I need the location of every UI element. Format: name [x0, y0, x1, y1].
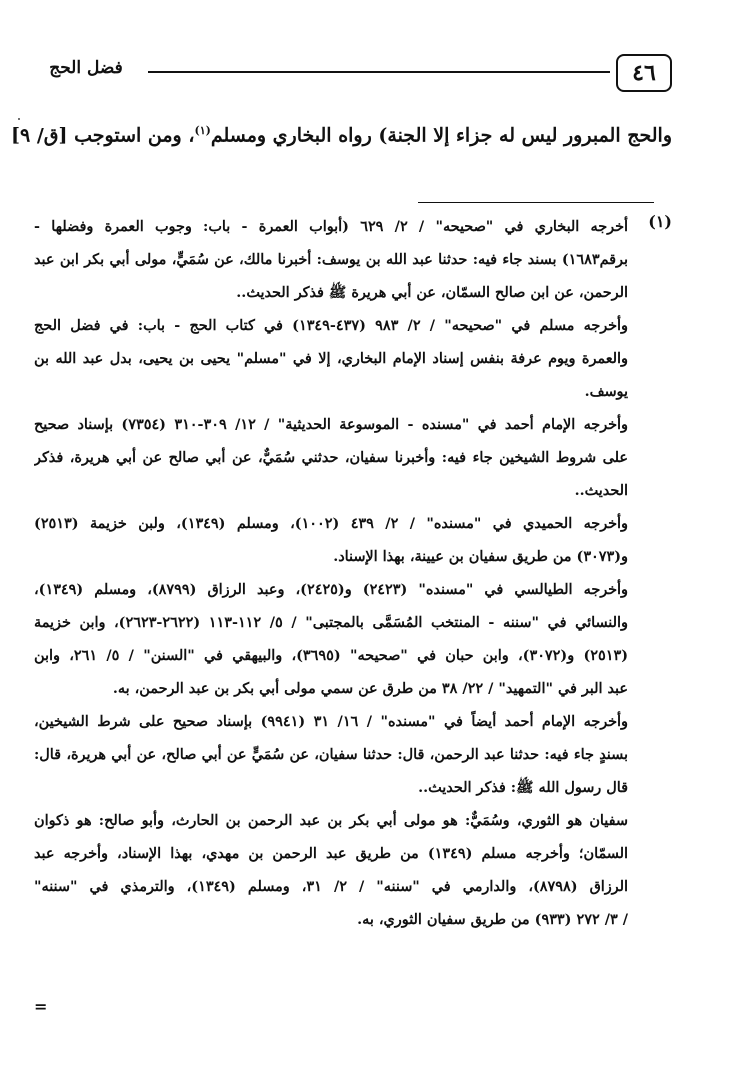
footnote-line: وأخرجه الطيالسي في "مسنده" (٢٤٢٣) و(٢٤٢٥)، وعبد الرزاق (٨٧٩٩)، ومسلم (١٣٤٩)، — [34, 581, 628, 598]
footnote-line: الرزاق (٨٧٩٨)، والدارمي في "سننه" / ٢/ ٣١، ومسلم (١٣٤٩)، والترمذي في "سننه" — [34, 878, 628, 895]
main-text-line — [11, 116, 672, 150]
footnote-separator — [418, 202, 654, 203]
footnote-line: أخرجه البخاري في "صحيحه" / ٢/ ٦٢٩ (أبواب العمرة - باب: وجوب العمرة وفضلها - — [34, 218, 628, 235]
footnote-line: والنسائي في "سننه - المنتخب المُسَمَّى بالمجتبى" / ٥/ ١١٢-١١٣ (٢٦٢٢-٢٦٢٣)، وابن خزيمة — [34, 614, 628, 631]
footnote-line: بسندٍ جاء فيه: حدثنا عبد الرحمن، قال: حدثنا سفيان، عن سُمَيٍّ عن أبي صالح، عن أبي هريرة، قال: — [34, 746, 628, 763]
footnote-line: عبد البر في "التمهيد" / ٢٢/ ٣٨ من طرق عن سمي مولى أبي بكر بن عبد الرحمن، به. — [112, 680, 628, 697]
footnote-line: برقم١٦٨٣) بسند جاء فيه: حدثنا عبد الله بن يوسف: أخبرنا مالك، عن سُمَيٍّ، مولى أبي بكر ابن عبد — [34, 251, 628, 268]
main-text-before: والحج المبرور ليس له جزاء إلا الجنة) رواه البخاري ومسلم — [210, 124, 672, 147]
margin-continuation-mark: = — [34, 997, 48, 1016]
page-number: ٤٦ — [632, 60, 656, 86]
footnote-reference[interactable]: (١) — [194, 124, 211, 137]
footnote-line: و(٣٠٧٣) من طريق سفيان بن عيينة، بهذا الإسناد. — [333, 548, 628, 565]
footnote-line: قال رسول الله ﷺ: فذكر الحديث.. — [418, 779, 628, 796]
footnote-text — [34, 212, 628, 938]
footnote-line: يوسف. — [584, 383, 628, 400]
footnote-line: السمّان؛ وأخرجه مسلم (١٣٤٩) من طريق عبد الرحمن بن مهدي، بهذا الإسناد، وأخرجه عبد — [34, 845, 628, 862]
footnote-line: وأخرجه الحميدي في "مسنده" / ٢/ ٤٣٩ (١٠٠٢)، ومسلم (١٣٤٩)، ولبن خزيمة (٢٥١٣) — [34, 515, 628, 532]
running-title: فضل الحج — [49, 58, 123, 78]
footnote-line: وأخرجه مسلم في "صحيحه" / ٢/ ٩٨٣ (٤٣٧-١٣٤٩) في كتاب الحج - باب: في فضل الحج — [34, 317, 628, 334]
footnote-line: وأخرجه الإمام أحمد في "مسنده - الموسوعة الحديثية" / ١٢/ ٣٠٩-٣١٠ (٧٣٥٤) بإسناد صحيح — [34, 416, 628, 433]
header-rule — [148, 71, 610, 73]
footnote-line: الحديث.. — [574, 482, 628, 499]
footnote-line: وأخرجه الإمام أحمد أيضاً في "مسنده" / ١٦/ ٣١ (٩٩٤١) بإسناد صحيح على شرط الشيخين، — [34, 713, 628, 730]
page-number-box — [616, 54, 672, 92]
footnote-line: والعمرة ويوم عرفة بنفس إسناد الإمام البخاري، إلا في "مسلم" يحيى بن يحيى، بدل عبد الله بن — [34, 350, 628, 367]
footnote-line: على شروط الشيخين جاء فيه: وأخبرنا سفيان، حدثني سُمَيٌّ، عن أبي صالح عن أبي هريرة، فذكر — [34, 449, 628, 466]
footnote-line: سفيان هو الثوري، وسُمَيٌّ: هو مولى أبي بكر بن عبد الرحمن بن الحارث، وأبو صالح: هو ذكوان — [34, 812, 628, 829]
footnote-number: (١) — [648, 212, 672, 231]
footnote-line: الرحمن، عن ابن صالح السمّان، عن أبي هريرة ﷺ فذكر الحديث.. — [236, 284, 628, 301]
page-header — [30, 52, 672, 98]
footnote-line: / ٣/ ٢٧٢ (٩٣٣) من طريق سفيان الثوري، به. — [357, 911, 628, 928]
footnotes-block — [16, 212, 678, 1078]
footnote-line: (٢٥١٣) و(٣٠٧٢)، وابن حبان في "صحيحه" (٣٦٩٥)، والبيهقي في "السنن" / ٥/ ٢٦١، وابن — [34, 647, 628, 664]
main-text-after: ، ومن استوجب [ق/ ٩] — [11, 124, 195, 147]
